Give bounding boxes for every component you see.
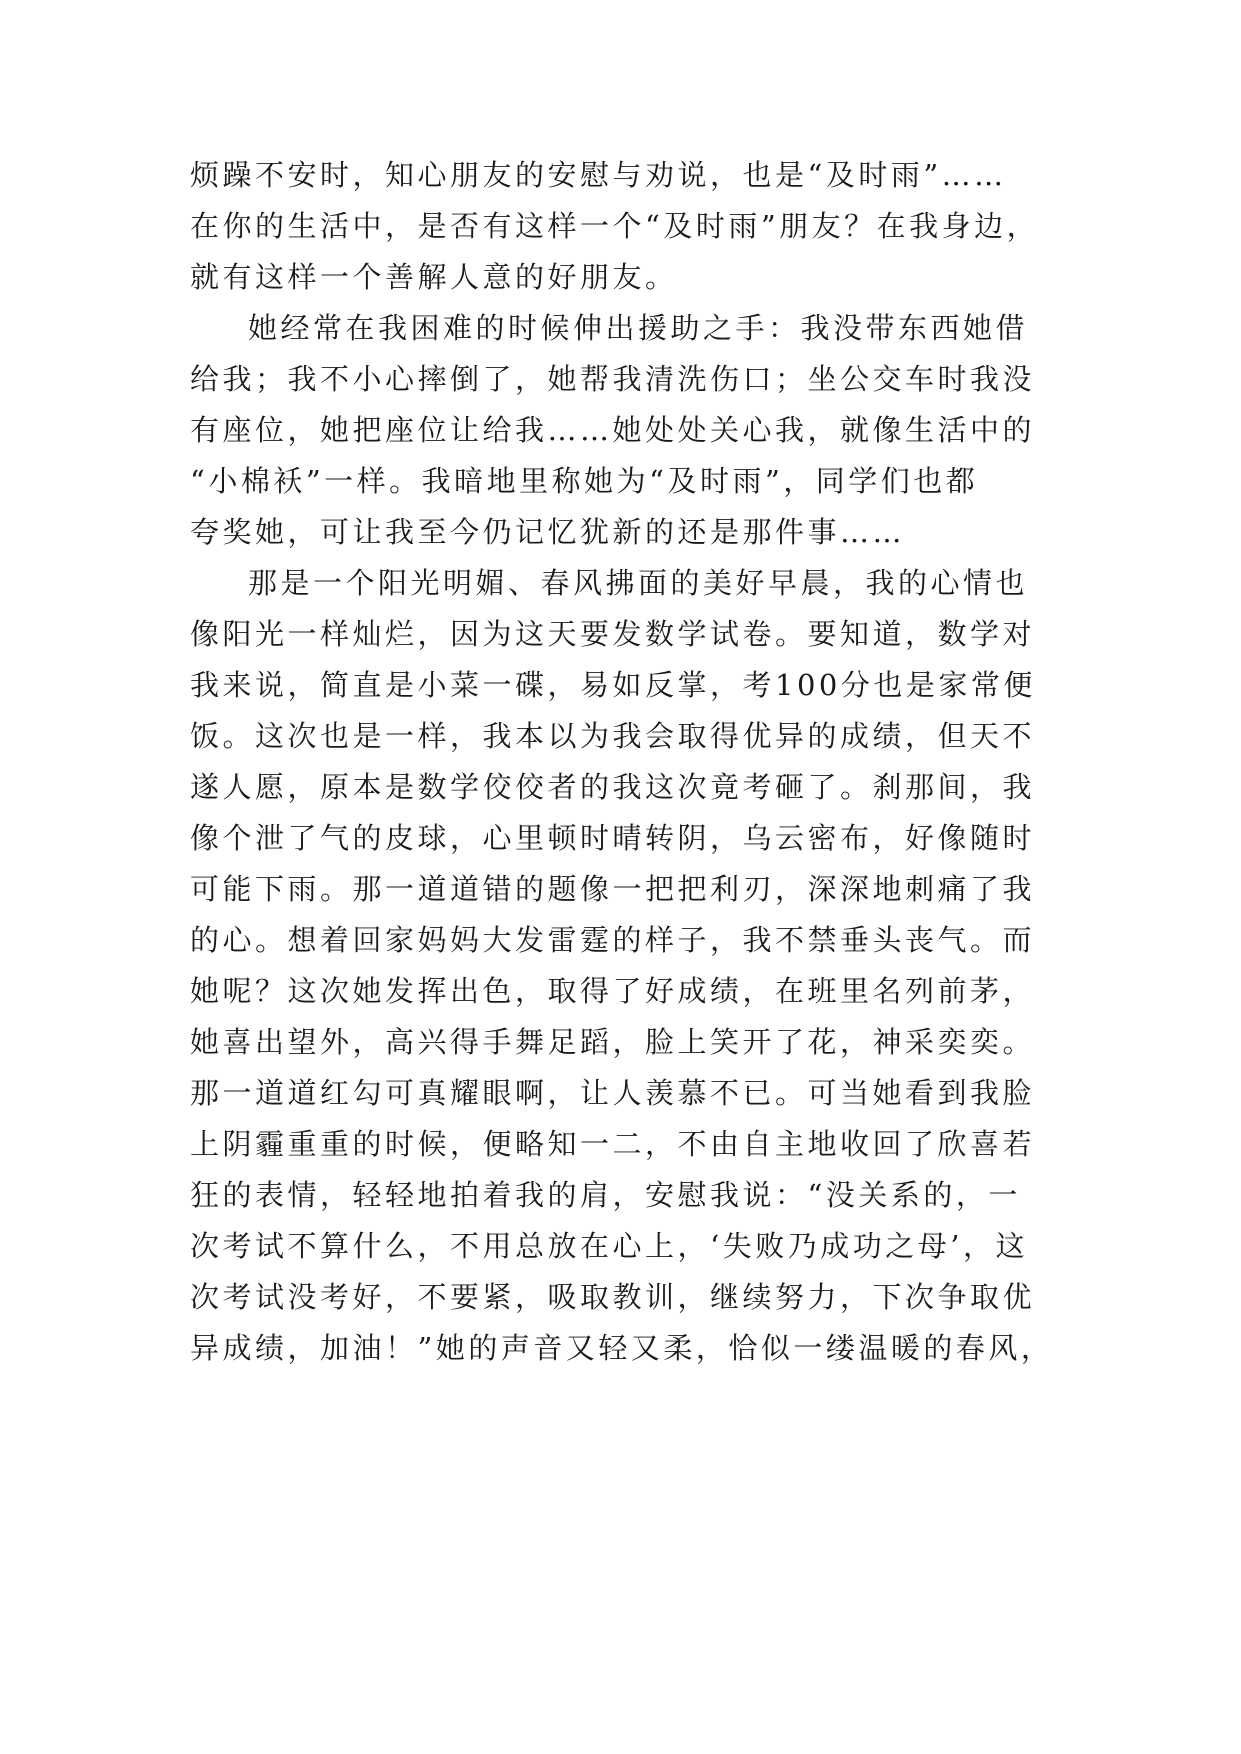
paragraph-start-line: 那是一个阳光明媚、春风拂面的美好早晨，我的心情也 bbox=[248, 566, 1029, 600]
text-line: 像阳光一样灿烂，因为这天要发数学试卷。要知道，数学对 bbox=[190, 617, 1036, 651]
text-line: 那一道道红勾可真耀眼啊，让人羡慕不已。可当她看到我脸 bbox=[190, 1076, 1036, 1110]
text-line: 烦躁不安时，知心朋友的安慰与劝说，也是“及时雨”…… bbox=[190, 158, 1007, 192]
text-line: 狂的表情，轻轻地拍着我的肩，安慰我说：“没关系的，一 bbox=[190, 1178, 1021, 1212]
text-line: 我来说，简直是小菜一碟，易如反掌，考100分也是家常便 bbox=[190, 668, 1036, 702]
text-line: 夸奖她，可让我至今仍记忆犹新的还是那件事…… bbox=[190, 515, 906, 549]
text-line: 她喜出望外，高兴得手舞足蹈，脸上笑开了花，神采奕奕。 bbox=[190, 1025, 1036, 1059]
text-line: 就有这样一个善解人意的好朋友。 bbox=[190, 260, 678, 294]
text-line: 像个泄了气的皮球，心里顿时晴转阴，乌云密布，好像随时 bbox=[190, 821, 1036, 855]
text-line: 在你的生活中，是否有这样一个“及时雨”朋友？在我身边， bbox=[190, 209, 1040, 243]
text-line: 次考试没考好，不要紧，吸取教训，继续努力，下次争取优 bbox=[190, 1280, 1036, 1314]
text-line: 遂人愿，原本是数学佼佼者的我这次竟考砸了。刹那间，我 bbox=[190, 770, 1036, 804]
text-line: 她呢？这次她发挥出色，取得了好成绩，在班里名列前茅， bbox=[190, 974, 1036, 1008]
text-line: “小棉袄”一样。我暗地里称她为“及时雨”，同学们也都 bbox=[190, 464, 979, 498]
text-line: 给我；我不小心摔倒了，她帮我清洗伤口；坐公交车时我没 bbox=[190, 362, 1036, 396]
text-line: 次考试不算什么，不用总放在心上，‘失败乃成功之母’，这 bbox=[190, 1229, 1028, 1263]
text-line: 的心。想着回家妈妈大发雷霆的样子，我不禁垂头丧气。而 bbox=[190, 923, 1036, 957]
text-line: 可能下雨。那一道道错的题像一把把利刃，深深地刺痛了我 bbox=[190, 872, 1036, 906]
text-line: 上阴霾重重的时候，便略知一二，不由自主地收回了欣喜若 bbox=[190, 1127, 1036, 1161]
paragraph-start-line: 她经常在我困难的时候伸出援助之手：我没带东西她借 bbox=[248, 311, 1029, 345]
text-line: 有座位，她把座位让给我……她处处关心我，就像生活中的 bbox=[190, 413, 1036, 447]
text-line: 饭。这次也是一样，我本以为我会取得优异的成绩，但天不 bbox=[190, 719, 1036, 753]
text-line: 异成绩，加油！”她的声音又轻又柔，恰似一缕温暖的春风， bbox=[190, 1331, 1054, 1365]
